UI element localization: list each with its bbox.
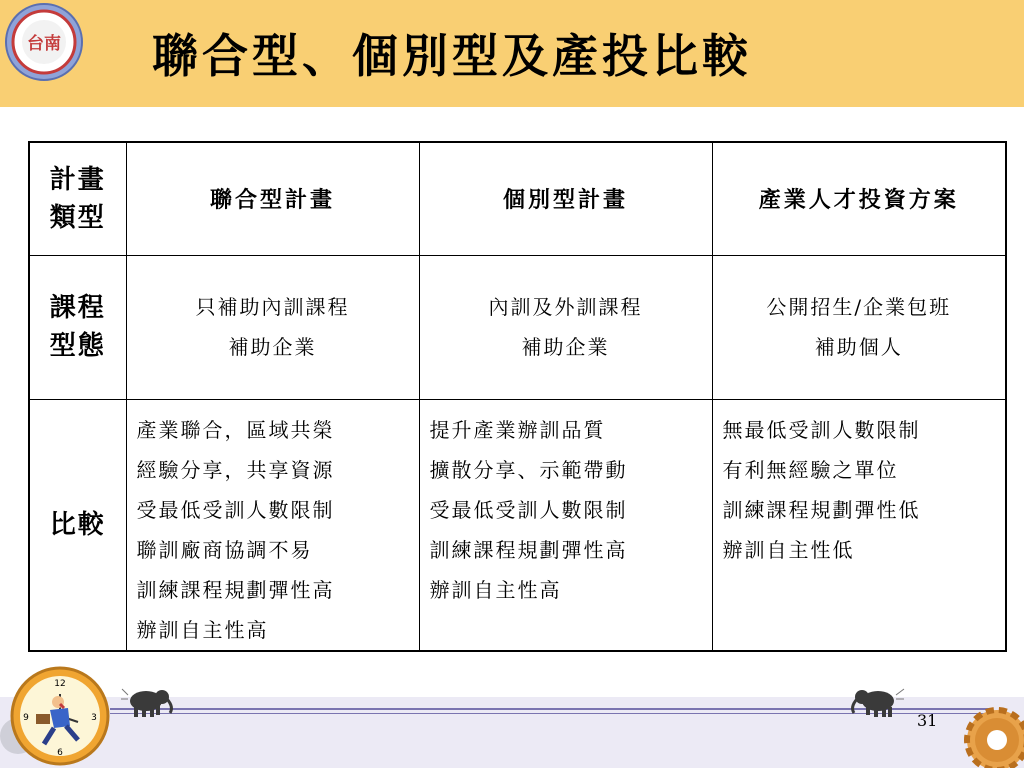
cell-line: 提升產業辦訓品質 xyxy=(429,417,606,442)
cell-line: 公開招生/企業包班 xyxy=(766,295,952,319)
page-title: 聯合型、個別型及產投比較 xyxy=(152,29,752,83)
header-bar xyxy=(0,0,1024,107)
page-number: 31 xyxy=(917,711,938,730)
table-cell xyxy=(712,399,1006,651)
corner-line-1: 計畫 xyxy=(49,164,106,195)
cell-line: 受最低受訓人數限制 xyxy=(136,497,335,522)
svg-text:6: 6 xyxy=(57,748,63,758)
elephant-icon xyxy=(120,685,178,719)
cell-line: 只補助內訓課程 xyxy=(195,295,350,319)
row-header-course-type xyxy=(29,255,126,399)
seal-logo-icon xyxy=(4,2,84,82)
table-row-comparison xyxy=(29,399,1006,651)
elephant-icon xyxy=(848,685,906,719)
table-cell xyxy=(126,399,419,651)
corner-line-2: 類型 xyxy=(49,202,106,233)
table-row-course-type xyxy=(29,255,1006,399)
cell-line: 補助企業 xyxy=(521,335,610,359)
table-cell xyxy=(419,255,712,399)
row-header-line-1: 課程 xyxy=(49,293,106,323)
cell-line: 辦訓自主性高 xyxy=(429,577,562,602)
clock-icon xyxy=(0,664,112,768)
svg-text:9: 9 xyxy=(23,713,29,723)
column-header-individual: 個別型計畫 xyxy=(419,142,712,255)
cell-line: 訓練課程規劃彈性高 xyxy=(136,577,335,602)
cell-line: 經驗分享，共享資源 xyxy=(136,457,335,482)
table-cell xyxy=(712,255,1006,399)
cell-line: 聯訓廠商協調不易 xyxy=(136,537,313,562)
comparison-table xyxy=(28,141,1007,652)
seal-logo-text: 台南 xyxy=(27,34,61,54)
cell-line: 產業聯合，區域共榮 xyxy=(136,417,335,442)
column-header-industry-talent: 產業人才投資方案 xyxy=(712,142,1006,255)
column-header-joint: 聯合型計畫 xyxy=(126,142,419,255)
cell-line: 訓練課程規劃彈性高 xyxy=(429,537,628,562)
svg-text:12: 12 xyxy=(54,679,66,689)
cell-line: 補助企業 xyxy=(228,335,317,359)
cell-line: 有利無經驗之單位 xyxy=(722,457,899,482)
cell-line: 辦訓自主性高 xyxy=(136,617,269,642)
gear-icon xyxy=(957,698,1024,768)
cell-line: 訓練課程規劃彈性低 xyxy=(722,497,921,522)
table-cell xyxy=(126,255,419,399)
table-header-row xyxy=(29,142,1006,255)
cell-line: 補助個人 xyxy=(814,335,903,359)
row-header-line-2: 型態 xyxy=(49,331,106,361)
corner-cell xyxy=(29,142,126,255)
cell-line: 辦訓自主性低 xyxy=(722,537,855,562)
svg-text:3: 3 xyxy=(91,713,97,723)
cell-line: 擴散分享、示範帶動 xyxy=(429,457,628,482)
cell-line: 受最低受訓人數限制 xyxy=(429,497,628,522)
cell-line: 內訓及外訓課程 xyxy=(488,295,643,319)
table-cell xyxy=(419,399,712,651)
row-header-comparison: 比較 xyxy=(29,399,126,651)
cell-line: 無最低受訓人數限制 xyxy=(722,417,921,442)
